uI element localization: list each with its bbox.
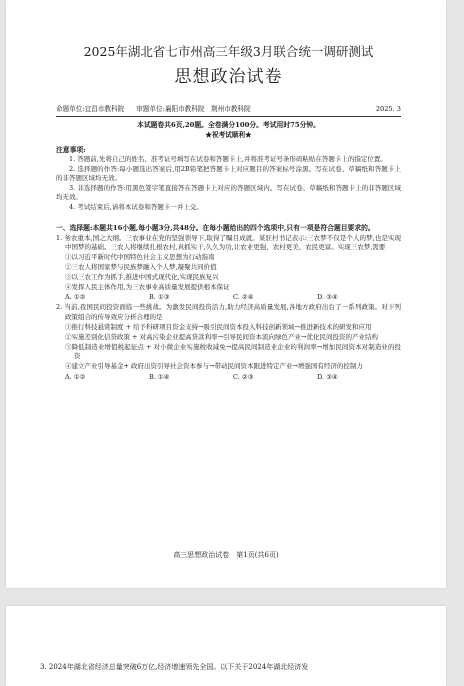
- q1-choice-c: C. ②④: [233, 293, 254, 302]
- q2-item-3: ③降低制造业增值税起征点 + 对小微企业实施税收减免→提高民间制造业企业的利润率→增加民间资本对制造业的投资: [65, 342, 401, 361]
- q1-choice-d: D. ③④: [317, 293, 338, 302]
- q2-choice-d: D. ③④: [317, 372, 338, 381]
- q2-item-2: ②实施差别化信贷政策 + 对高污染企业提高贷款利率→引导民间资本流向绿色产业→优化民间投资的产业结构: [65, 332, 378, 341]
- q2-item-4: ④建立产业引导基金+ 政府出资引导社会资本参与→带动民间资本跟进特定产业→增强国有经济的控制力: [65, 362, 363, 371]
- question-2-stem: 2. 当前,我国民间投资面临一些挑战。为激发民间投资活力,助力经济高质量发展,各地方政府出台了一系列政策。对下列政策组合的传导效应分析合理的是: [56, 303, 401, 322]
- notice-item-3: 3. 非选择题的作答:用黑色签字笔直接答在答题卡上对应的答题区域内。写在试卷、草稿纸和答题卡上的非答题区域均无效。: [56, 183, 401, 202]
- q1-item-3: ③以三农工作为抓手,推进中国式现代化,实现民族复兴: [65, 272, 219, 281]
- question-2: [56, 303, 401, 382]
- q2-item-1: ①推行科技悬赏制度 + 给予科研项目资金支持→吸引民间资本投入科技创新领域→推进新技术的研发和应用: [65, 322, 372, 331]
- question-1-stem: 1. 务农重本,国之大纲。三农事业在党的坚强领导下,取得了瞩目成就。某驻村书记表示:三农梦不仅是个人的梦,也是实现中国梦的基础。三农人将继续扎根农村,真抓实干,久久为功,让农业更强、农村更美、农民更富。实现三农梦,需要: [56, 233, 401, 252]
- q2-choice-a: A. ①②: [65, 372, 86, 381]
- q1-choices: [56, 292, 401, 302]
- exam-page-2: [6, 606, 446, 686]
- reviewer-org: 审题单位:襄阳市教科院 荆州市教科院: [136, 105, 251, 113]
- exam-page-1: [6, 0, 446, 588]
- subject-title: 思想政治试卷: [174, 67, 283, 87]
- page-footer: 高三思想政治试卷 第1页(共6页): [173, 551, 279, 559]
- q1-item-1: ①以习近平新时代中国特色社会主义思想为行动指南: [65, 253, 215, 262]
- notice-item-4: 4. 考试结束后,请将本试卷和答题卡一并上交。: [69, 202, 203, 211]
- q2-choices: [56, 372, 401, 382]
- q1-choice-a: A. ①②: [65, 293, 86, 302]
- q1-item-2: ②三农人将国家梦与民族梦融入个人梦,凝聚共同价值: [65, 262, 217, 271]
- notice-item-2: 2. 选择题的作答:每小题选出答案后,用2B铅笔把答题卡上对应题目的答案标号涂黑。写在试卷、草稿纸和答题卡上的非答题区域均无效。: [56, 164, 401, 183]
- organizer-line: [56, 104, 401, 117]
- q1-item-4: ④发挥人民主体作用,为三农事业高质量发展提供根本保证: [65, 282, 230, 291]
- q1-choice-b: B. ①③: [149, 293, 170, 302]
- question-1: [56, 234, 401, 303]
- notice-item-1: 1. 答题前,先将自己的姓名、准考证号填写在试卷和答题卡上,并将准考证号条形码粘贴在答题卡上的指定位置。: [69, 155, 387, 163]
- q2-choice-c: C. ②③: [233, 372, 254, 381]
- proposer-org: 命题单位:宜昌市教科院: [56, 105, 125, 113]
- good-luck-mark: ★祝考试顺利★: [205, 131, 252, 139]
- exam-info: 本试题卷共6页,20题。全卷满分100分。考试用时75分钟。: [137, 121, 320, 129]
- section-title: 一、选择题:本题共16小题,每小题3分,共48分。在每小题给出的四个选项中,只有一项是符合题目要求的。: [56, 223, 375, 232]
- notice-title: 注意事项:: [56, 146, 86, 154]
- exam-date: 2025. 3: [375, 105, 401, 113]
- q2-choice-b: B. ①④: [149, 372, 170, 381]
- exam-title: 2025年湖北省七市州高三年级3月联合统一调研测试: [83, 44, 374, 59]
- page-content: [56, 44, 401, 382]
- question-3-first-line: 3. 2024年湖北省经济总量突破6万亿,经济增速领先全国。以下关于2024年湖北经济发: [40, 663, 309, 671]
